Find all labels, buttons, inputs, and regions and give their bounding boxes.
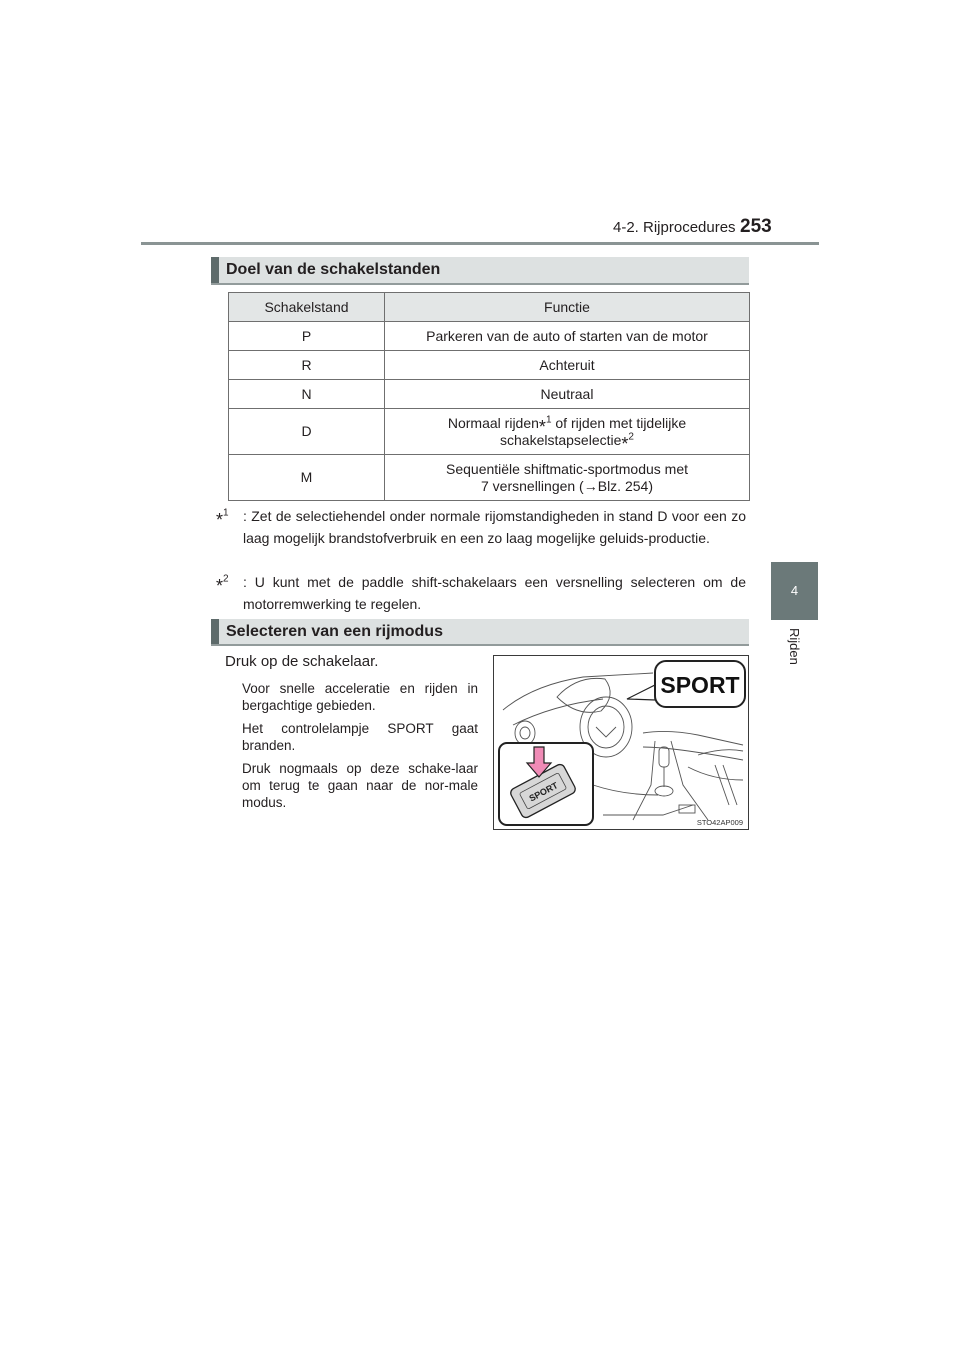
footnote-star: * [216,576,224,596]
chapter-number: 4 [790,583,799,598]
footnote-ref: 1 [545,413,552,425]
heading-accent [211,257,219,283]
cell-function: Parkeren van de auto of starten van de motor [385,322,750,351]
footnote-mark [216,505,229,530]
page-number: 253 [740,216,772,237]
cell-function: Neutraal [385,380,750,409]
table-row [229,409,750,455]
section-header: 4-2. Rijprocedures [613,219,736,236]
function-text: of rijden met tijdelijke [551,414,687,431]
footnote-number: 2 [223,573,229,585]
cell-function [385,409,750,455]
note-text: Voor snelle acceleratie en rijden in bergachtige gebieden. [242,681,478,713]
footnote-2 [216,571,746,615]
note-text: Druk nogmaals op deze schake-laar om terug te gaan naar de nor-male modus. [242,761,478,810]
cell-position: P [229,322,385,351]
sport-switch-illustration [493,655,749,830]
table-header-row [229,293,750,322]
sport-button-label: SPORT [527,780,560,804]
header-rule [141,242,819,245]
footnote-star: * [538,416,546,437]
sport-callout-label: SPORT [660,672,740,698]
function-text: Normaal rijden [447,414,539,431]
footnote-mark [216,571,229,596]
cell-position: N [229,380,385,409]
footnote-ref: 2 [628,430,634,442]
arrow-glyph: → [583,477,598,494]
footnote-star: * [216,510,224,530]
chapter-label [779,628,809,688]
section-heading-text: Doel van de schakelstanden [226,261,441,278]
section-heading-text: Selecteren van een rijmodus [226,623,443,640]
cell-position: M [229,455,385,501]
footnote-text: : Zet de selectiehendel onder normale rijomstandigheden in stand D voor een zo laag mogelijk brandstofverbruik en een zo laag mogelijke geluids-productie. [243,508,746,546]
heading-accent [211,619,219,644]
column-header-function: Functie [385,293,750,322]
chapter-tab [771,562,818,620]
section-heading-gear-purpose [211,257,749,285]
column-header-position: Schakelstand [229,293,385,322]
cell-position: R [229,351,385,380]
function-text: 7 versnellingen ( [481,477,584,494]
table-row [229,380,750,409]
instruction-text: Druk op de schakelaar. [225,653,379,670]
table-row [229,322,750,351]
table-row [229,455,750,501]
figure-code: STO42AP009 [696,818,743,827]
cell-function [385,455,750,501]
function-text: Sequentiële shiftmatic-sportmodus met [446,460,688,477]
function-text: schakelstapselectie [500,431,622,448]
section-heading-drive-mode [211,619,749,646]
footnote-text: : U kunt met de paddle shift-schakelaars een versnelling selecteren om de motorremwerking te regelen. [243,574,746,612]
gear-position-table [228,292,750,501]
footnote-number: 1 [223,507,229,519]
chapter-label-text: Rijden [787,628,802,665]
note-text: Het controlelampje SPORT gaat branden. [242,721,478,753]
cell-function: Achteruit [385,351,750,380]
footnote-star: * [621,433,629,454]
footnote-1 [216,505,746,549]
page-reference-link[interactable]: Blz. 254) [597,477,653,494]
table-row [229,351,750,380]
cell-position: D [229,409,385,455]
